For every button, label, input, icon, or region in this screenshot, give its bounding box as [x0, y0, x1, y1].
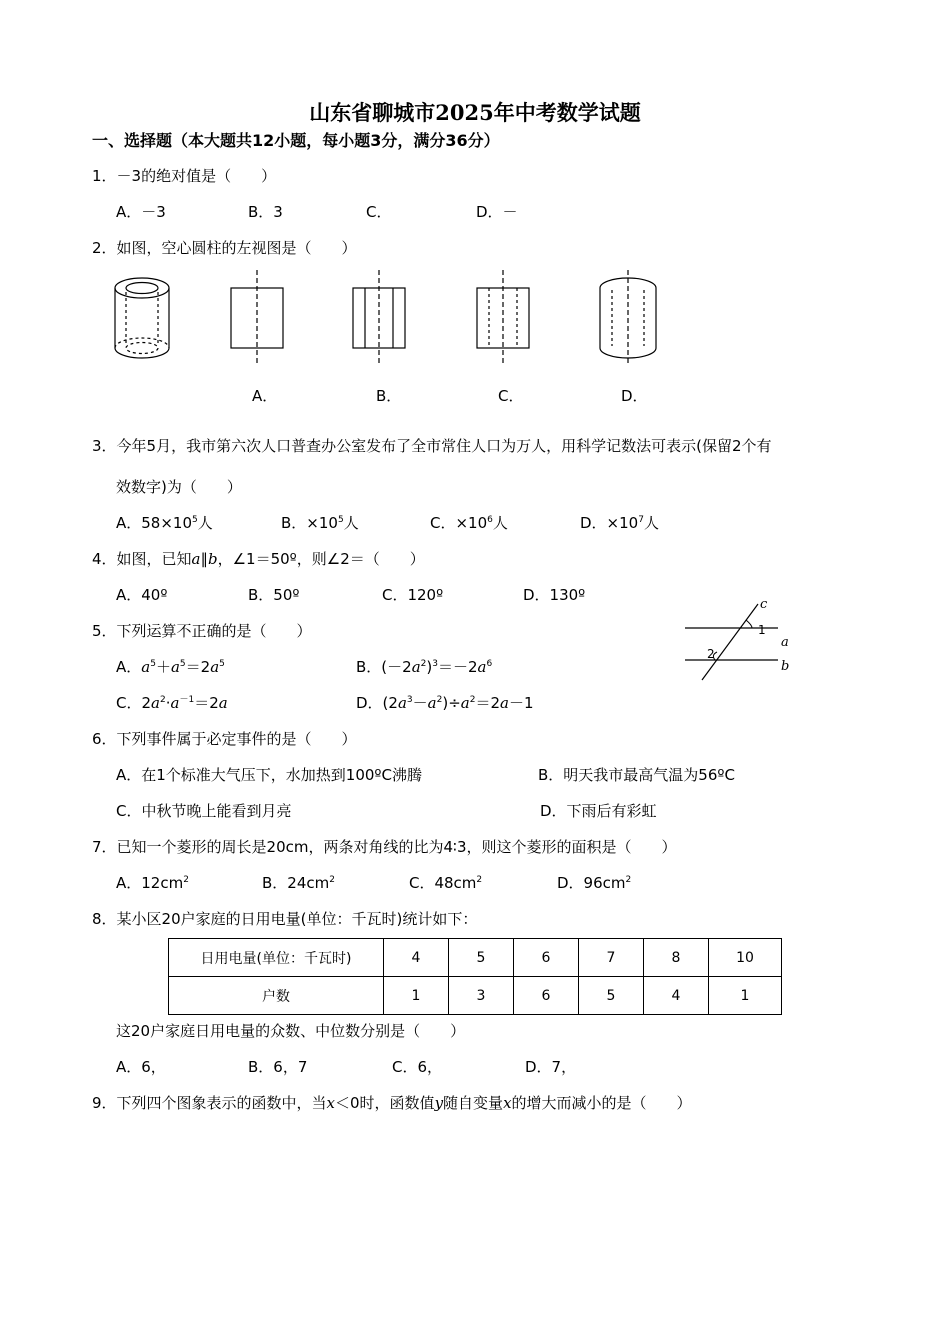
question-5: 5．下列运算不正确的是（ ） [92, 622, 312, 640]
table-cell: 8 [644, 939, 709, 977]
q4-option-a: A．40º [116, 586, 168, 604]
table-cell: 1 [709, 977, 782, 1015]
table-cell: 5 [449, 939, 514, 977]
question-8-cont: 这20户家庭日用电量的众数、中位数分别是（ ） [116, 1022, 466, 1040]
q2-figures [100, 268, 670, 368]
angle-1-arc [746, 620, 752, 628]
table-cell: 5 [579, 977, 644, 1015]
q2-option-c: C． [498, 387, 524, 405]
q2-option-d: D． [621, 387, 648, 405]
label-angle-1: 1 [758, 623, 766, 637]
q2-option-a: A． [252, 387, 278, 405]
q5-option-c: C．$2a^2\cdot a^{-1}=2a$ [116, 694, 228, 712]
table-cell: 户数 [169, 977, 384, 1015]
q5-option-b: B．$(-2a^2)^3=-2a^6$ [356, 658, 493, 676]
q4-option-b: B．50º [248, 586, 300, 604]
table-cell: 7 [579, 939, 644, 977]
question-3-cont: 效数字)为（ ） [116, 478, 242, 496]
section-heading: 一、选择题（本大题共12小题，每小题3分，满分36分） [92, 131, 500, 150]
q6-option-b: B．明天我市最高气温为56ºC [538, 766, 735, 784]
q1-option-b: B．3 [248, 203, 283, 221]
q5-option-a: A．$a^5+a^5=2a^5$ [116, 658, 225, 676]
q8-option-c: C．6， [392, 1058, 443, 1076]
q7-option-d: D．$96cm^2$ [557, 874, 632, 892]
q6-option-a: A．在1个标准大气压下，水加热到100ºC沸腾 [116, 766, 422, 784]
table-cell: 日用电量(单位：千瓦时) [169, 939, 384, 977]
question-3: 3．今年5月，我市第六次人口普查办公室发布了全市常住人口为万人，用科学记数法可表示(保留2个有 [92, 437, 772, 455]
table-cell: 1 [384, 977, 449, 1015]
label-a: a [781, 635, 789, 650]
question-6: 6．下列事件属于必定事件的是（ ） [92, 730, 357, 748]
q1-option-c: C． [366, 203, 392, 221]
q4-option-d: D．130º [523, 586, 586, 604]
table-cell: 4 [644, 977, 709, 1015]
q7-option-b: B．$24cm^2$ [262, 874, 335, 892]
q5-option-d: D．$(2a^3-a^2)\div a^2=2a-1$ [356, 694, 534, 712]
label-angle-2: 2 [707, 647, 715, 661]
q6-option-c: C．中秋节晚上能看到月亮 [116, 802, 292, 820]
q8-option-d: D．7， [525, 1058, 577, 1076]
line-c [702, 604, 758, 680]
q7-option-a: A．$12cm^2$ [116, 874, 189, 892]
q4-option-c: C．120º [382, 586, 444, 604]
question-2: 2．如图，空心圆柱的左视图是（ ） [92, 239, 357, 257]
question-4: 4．如图，已知a∥b，∠1＝50º，则∠2＝（ ） [92, 550, 425, 568]
option-c-figure [477, 270, 529, 366]
table-cell: 6 [514, 977, 579, 1015]
q3-option-b: B．$\times 10^5$人 [281, 514, 359, 532]
table-cell: 3 [449, 977, 514, 1015]
question-9: 9．下列四个图象表示的函数中，当x＜0时，函数值y随自变量x的增大而减小的是（ ） [92, 1094, 692, 1112]
question-7: 7．已知一个菱形的周长是20cm，两条对角线的比为4∶3，则这个菱形的面积是（ ） [92, 838, 677, 856]
option-d-figure [600, 270, 656, 366]
question-8: 8．某小区20户家庭的日用电量(单位：千瓦时)统计如下： [92, 910, 478, 928]
q1-option-d: D．－ [476, 203, 518, 221]
table-cell: 10 [709, 939, 782, 977]
q3-option-c: C．$\times 10^6$人 [430, 514, 508, 532]
q2-option-b: B． [376, 387, 402, 405]
electricity-table [168, 938, 782, 1015]
q3-option-a: A．$58\times 10^5$人 [116, 514, 213, 532]
label-b: b [781, 659, 790, 674]
q3-option-d: D．$\times 10^7$人 [580, 514, 659, 532]
table-cell: 4 [384, 939, 449, 977]
q8-option-b: B．6，7 [248, 1058, 308, 1076]
label-c: c [760, 597, 768, 612]
option-a-figure [231, 270, 283, 366]
q8-option-a: A．6， [116, 1058, 166, 1076]
table-row [169, 977, 782, 1015]
table-row [169, 939, 782, 977]
option-b-figure [353, 270, 405, 366]
q6-option-d: D．下雨后有彩虹 [540, 802, 657, 820]
q1-option-a: A．－3 [116, 203, 166, 221]
q7-option-c: C．$48cm^2$ [409, 874, 483, 892]
parallel-lines-figure [680, 594, 800, 684]
question-1: 1．－3的绝对值是（ ） [92, 167, 277, 185]
hollow-cylinder-figure [115, 278, 169, 358]
table-cell: 6 [514, 939, 579, 977]
page-title: 山东省聊城市2025年中考数学试题 [309, 100, 641, 125]
